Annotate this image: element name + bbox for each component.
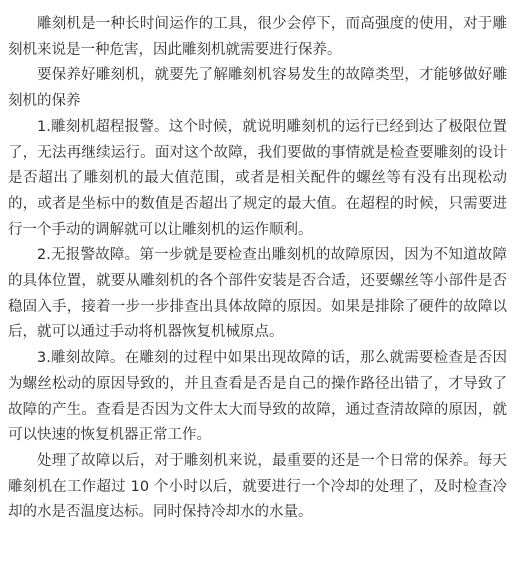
paragraph-intro: 雕刻机是一种长时间运作的工具，很少会停下，而高强度的使用，对于雕刻机来说是一种危害，因此雕刻机就需要进行保养。	[8, 16, 507, 58]
paragraph-engraving-fault: 3.雕刻故障。在雕刻的过程中如果出现故障的话，那么就需要检查是否因为螺丝松动的原因导致的，并且查看是否是自己的操作路径出错了，才导致了故障的产生。查看是否因为文件太大而导致的故障，通过查清故障的原因，就可以快速的恢复机器正常工作。	[8, 350, 507, 444]
paragraph-daily-maintenance: 处理了故障以后，对于雕刻机来说，最重要的还是一个日常的保养。每天雕刻机在工作超过 10 个小时以后，就要进行一个冷却的处理了，及时检查冷却的水是否温度达标。同时保持冷却水的水量。	[8, 452, 507, 521]
paragraph-no-alarm-fault: 2.无报警故障。第一步就是要检查出雕刻机的故障原因，因为不知道故障的具体位置，就要从雕刻机的各个部件安装是否合适，还要螺丝等小部件是否稳固入手，接着一步一步排查出具体故障的原因。如果是排除了硬件的故障以后，就可以通过手动将机器恢复机械原点。	[8, 247, 507, 341]
paragraph-overtravel-alarm: 1.雕刻机超程报警。这个时候，就说明雕刻机的运行已经到达了极限位置了，无法再继续运行。面对这个故障，我们要做的事情就是检查要雕刻的设计是否超出了雕刻机的最大值范围，或者是相关配件的螺丝等有没有出现松动的，或者是坐标中的数值是否超出了规定的最大值。在超程的时候，只需要进行一个手动的调解就可以让雕刻机的运作顺利。	[8, 118, 507, 238]
paragraph-maintenance-premise: 要保养好雕刻机，就要先了解雕刻机容易发生的故障类型，才能够做好雕刻机的保养	[8, 67, 507, 110]
